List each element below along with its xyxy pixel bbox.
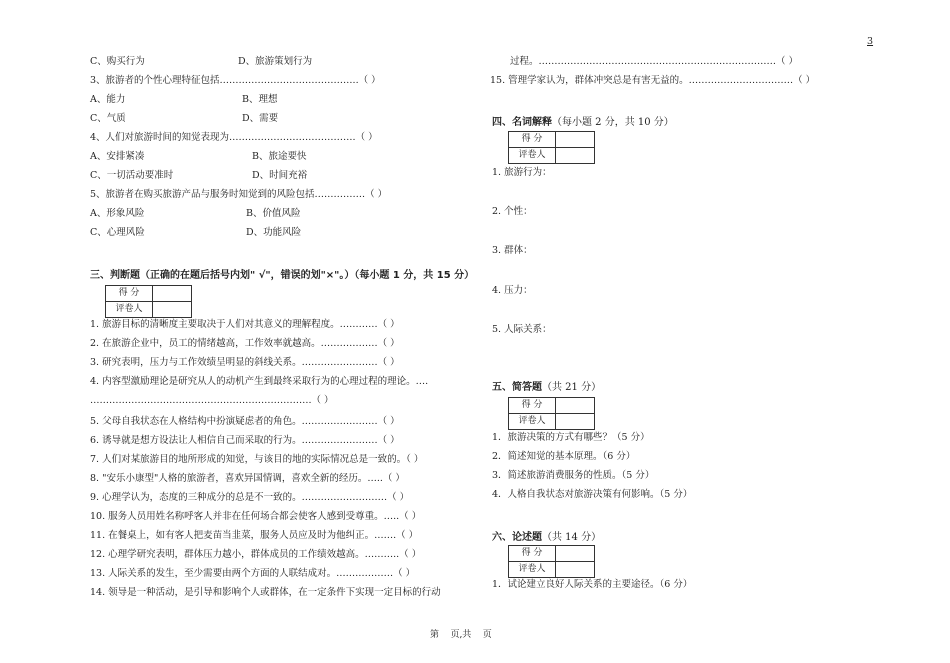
- score-field[interactable]: [556, 398, 595, 414]
- judge-item: 11. 在餐桌上，如有客人把麦苗当韭菜，服务人员应及时为他纠正。…….（ ）: [90, 530, 419, 541]
- score-box: [508, 397, 595, 430]
- judge-item: 3. 研究表明，压力与工作效绩呈明显的斜线关系。……………………（ ）: [90, 357, 400, 368]
- score-box: [105, 285, 192, 318]
- term-item: 3. 群体：: [492, 245, 533, 256]
- mc-option: D、功能风险: [246, 227, 302, 238]
- score-box: [508, 131, 595, 164]
- left-mc-block: [90, 52, 490, 242]
- judge-item: 10. 服务人员用姓名称呼客人并非在任何场合都会使客人感到受尊重。…..（ ）: [90, 511, 422, 522]
- short-answer-item: 2．简述知觉的基本原理。（6 分）: [492, 451, 636, 462]
- judge-item: 14. 领导是一种活动，是引导和影响个人或群体，在一定条件下实现一定目标的行动: [90, 587, 441, 598]
- section-4-heading: 四、名词解释: [492, 117, 552, 128]
- section-6-title: [492, 528, 601, 543]
- score-label: 得 分: [106, 286, 153, 302]
- grader-label: 评卷人: [106, 302, 153, 318]
- judge-item: 15. 管理学家认为，群体冲突总是有害无益的。……………………………（ ）: [490, 75, 816, 86]
- score-label: 得 分: [509, 398, 556, 414]
- score-box: [508, 545, 595, 578]
- judge-item: 6. 诱导就是想方设法让人相信自己而采取的行为。……………………（ ）: [90, 435, 400, 446]
- mc-option-row: [90, 166, 490, 185]
- term-item: 2. 个性：: [492, 206, 533, 217]
- short-answer-item: 3．简述旅游消费服务的性质。（5 分）: [492, 470, 655, 481]
- judge-item: 12. 心理学研究表明，群体压力越小，群体成员的工作绩效越高。………..（ ）: [90, 549, 422, 560]
- section-3-title: 三、判断题（正确的在题后括号内划" √"，错误的划"×"。）（每小题 1 分，共 15 分）: [90, 270, 475, 281]
- short-answer-item: 1．旅游决策的方式有哪些？（5 分）: [492, 432, 650, 443]
- score-label: 得 分: [509, 132, 556, 148]
- section-5-heading: 五、简答题: [492, 382, 542, 393]
- mc-question: 3、旅游者的个性心理特征包括……………………………………..（ ）: [90, 75, 381, 86]
- mc-option: D、需要: [242, 113, 279, 124]
- mc-option: B、旅途要快: [252, 151, 307, 162]
- section-5-title: [492, 378, 601, 393]
- section-6-heading: 六、论述题: [492, 532, 542, 543]
- grader-label: 评卷人: [509, 562, 556, 578]
- essay-item: 1．试论建立良好人际关系的主要途径。（6 分）: [492, 579, 693, 590]
- short-answer-item: 4．人格自我状态对旅游决策有何影响。（5 分）: [492, 489, 693, 500]
- mc-question: 4、人们对旅游时间的知觉表现为………………………………….（ ）: [90, 132, 378, 143]
- section-5-items: [492, 428, 892, 504]
- section-5-note: （共 21 分）: [542, 382, 602, 393]
- mc-option: B、价值风险: [246, 208, 301, 219]
- score-field[interactable]: [556, 132, 595, 148]
- section-4-note: （每小题 2 分，共 10 分）: [552, 117, 674, 128]
- score-field[interactable]: [556, 546, 595, 562]
- mc-option-row: [90, 52, 490, 71]
- mc-option: C、一切活动要准时: [90, 170, 174, 181]
- page-footer: 第 页,共 页: [430, 630, 492, 640]
- term-item: 4. 压力：: [492, 285, 533, 296]
- mc-option-row: [90, 147, 490, 166]
- judge-item: 1. 旅游目标的清晰度主要取决于人们对其意义的理解程度。…………（ ）: [90, 319, 400, 330]
- judge-item: 7. 人们对某旅游目的地所形成的知觉，与该目的地的实际情况总是一致的。（ ）: [90, 454, 424, 465]
- mc-option: D、时间充裕: [252, 170, 308, 181]
- mc-option: C、购买行为: [90, 56, 145, 67]
- mc-option-row: [90, 109, 490, 128]
- grader-label: 评卷人: [509, 414, 556, 430]
- mc-option-row: [90, 204, 490, 223]
- judge-item: 5. 父母自我状态在人格结构中扮演疑虑者的角色。……………………（ ）: [90, 416, 400, 427]
- mc-option: B、理想: [242, 94, 278, 105]
- section-4-title: [492, 113, 674, 128]
- right-top-block: [490, 52, 890, 90]
- mc-question: 5、旅游者在购买旅游产品与服务时知觉到的风险包括…………….（ ）: [90, 189, 388, 200]
- mc-option: A、安排紧凑: [90, 151, 145, 162]
- mc-option: D、旅游策划行为: [238, 56, 313, 67]
- term-item: 1. 旅游行为：: [492, 167, 552, 178]
- score-field[interactable]: [153, 286, 192, 302]
- judge-item: 8. "安乐小康型"人格的旅游者，喜欢异国情调，喜欢全新的经历。…..（ ）: [90, 473, 405, 484]
- section-6-note: （共 14 分）: [542, 532, 602, 543]
- mc-option: A、能力: [90, 94, 126, 105]
- judge-item: 13. 人际关系的发生，至少需要由两个方面的人联结成对。………………（ ）: [90, 568, 416, 579]
- grader-label: 评卷人: [509, 148, 556, 164]
- term-item: 5. 人际关系：: [492, 324, 552, 335]
- mc-option: C、气质: [90, 113, 126, 124]
- judge-item-continued: 过程。…………………………………………………………………（ ）: [510, 56, 799, 67]
- mc-option-row: [90, 223, 490, 242]
- mc-option-row: [90, 90, 490, 109]
- mc-option: A、形象风险: [90, 208, 145, 219]
- judge-item: …………………………………………………………….（ ）: [90, 395, 334, 406]
- judge-item: 9. 心理学认为，态度的三种成分的总是不一致的。………………………（ ）: [90, 492, 410, 503]
- judge-item: 4. 内容型激励理论是研究从人的动机产生到最终采取行为的心理过程的理论。….: [90, 376, 429, 387]
- judge-item: 2. 在旅游企业中，员工的情绪越高，工作效率就越高。………………（ ）: [90, 338, 400, 349]
- mc-option: C、心理风险: [90, 227, 145, 238]
- score-label: 得 分: [509, 546, 556, 562]
- section-3-items: [90, 315, 485, 602]
- grader-field[interactable]: [556, 148, 595, 164]
- page-number: 3: [867, 36, 874, 47]
